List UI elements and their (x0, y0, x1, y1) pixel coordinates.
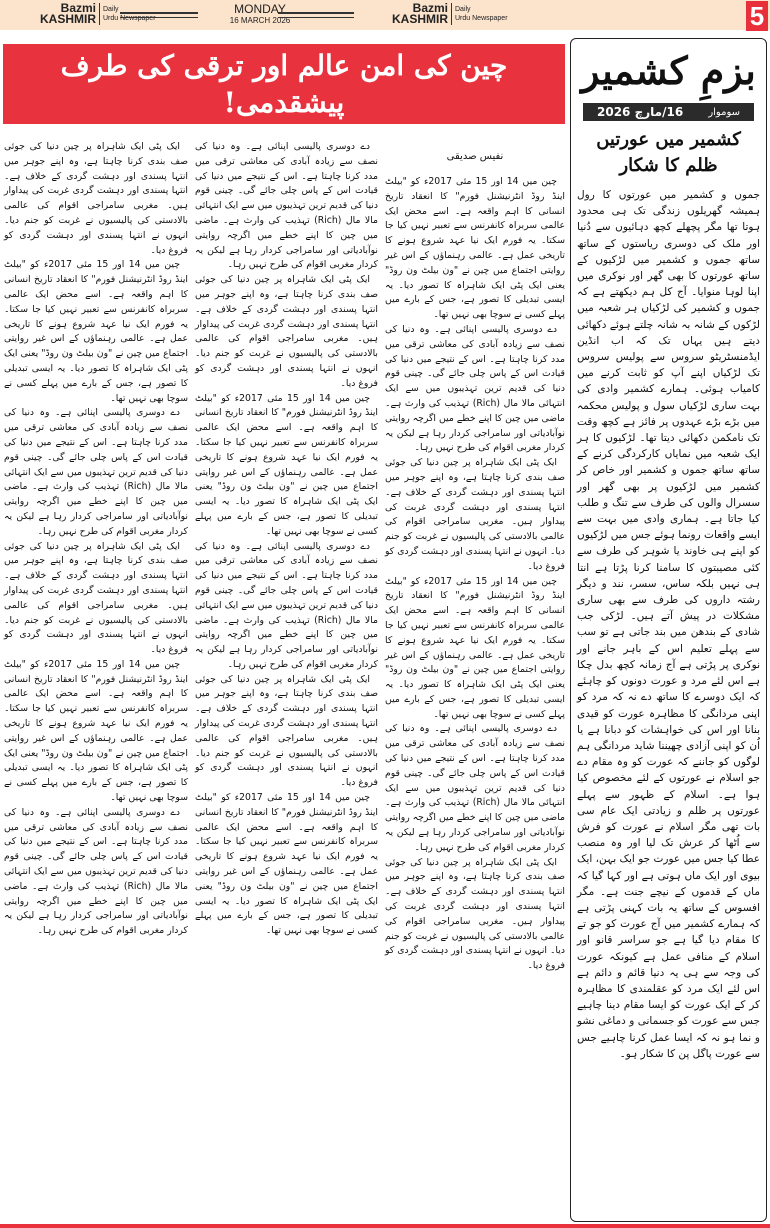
paragraph: دے دوسری پالیسی اپنائی ہے۔ وہ دنیا کی نصف سے زیادہ آبادی کی معاشی ترقی میں مدد کرنا چاہتا ہے۔ اس کے نتیجے میں دنیا کی قیادت اس کے پاس چلی جائے گی۔ چینی قوم دنیا کی قدیم ترین تہذیبوں میں سے ایک انتہائی مالا مال (Rich) تہذیب کی وارث ہے۔ ماضی میں چین کا اپنے خطے میں اگرچہ روایتی نوآبادیاتی اور سامراجی کردار رہا ہے لیکن یہ کردار مغربی اقوام کی طرح نہیں رہا۔ (4, 806, 188, 937)
paragraph: ایک پٹی ایک شاہراہ پر چین دنیا کی جوئی صف بندی کرنا چاہتا ہے، وہ اپنے جوہر میں انتہا پسندی اور دہشت گردی کے خلاف ہے۔ انتہا پسندی اور دہشت گردی غربت کی پیداوار ہیں۔ مغربی سامراجی اقوام کی عالمی بالادستی کی پالیسیوں نے غربت کو جنم دیا۔ انہوں نے انتہا پسندی اور دہشت گردی کو فروغ دیا۔ (195, 673, 378, 789)
paragraph: دے دوسری پالیسی اپنائی ہے۔ وہ دنیا کی نصف سے زیادہ آبادی کی معاشی ترقی میں مدد کرنا چاہتا ہے۔ اس کے نتیجے میں دنیا کی قیادت اس کے پاس چلی جائے گی۔ چینی قوم دنیا کی قدیم ترین تہذیبوں میں سے ایک انتہائی مالا مال (Rich) تہذیب کی وارث ہے۔ ماضی میں چین کا اپنے خطے میں اگرچہ روایتی نوآبادیاتی اور سامراجی کردار رہا ہے لیکن یہ کردار مغربی اقوام کی طرح نہیں رہا۔ (195, 141, 378, 271)
brand-sub: Daily (103, 6, 119, 13)
brand-name: KASHMIR (40, 12, 96, 26)
paragraph: چین میں 14 اور 15 مئی 2017ء کو "بیلٹ اینڈ روڈ انٹرنیشنل فورم" کا انعقاد تاریخ انسانی کا اہم واقعہ ہے۔ اسے محض ایک عالمی سربراہ کانفرنس سے تعبیر نہیں کیا جا سکتا۔ یہ فورم ایک نیا عہد شروع ہونے کا تاریخی عمل ہے۔ عالمی رہنماؤں کے اس غیر روایتی اجتماع میں چین نے "ون بیلٹ ون روڈ" یعنی ایک پٹی ایک شاہراہ کا تصور دیا۔ یہ ایسی تبدیلی کا تصور ہے، جس کے بارے میں پہلے کسی نے سوچا بھی نہیں تھا۔ (4, 658, 188, 804)
byline: نفیس صدیقی (446, 151, 504, 162)
paragraph: دے دوسری پالیسی اپنائی ہے۔ وہ دنیا کی نصف سے زیادہ آبادی کی معاشی ترقی میں مدد کرنا چاہتا ہے۔ اس کے نتیجے میں دنیا کی قیادت اس کے پاس چلی جائے گی۔ چینی قوم دنیا کی قدیم ترین تہذیبوں میں سے ایک انتہائی مالا مال (Rich) تہذیب کی وارث ہے۔ ماضی میں چین کا اپنے خطے میں اگرچہ روایتی نوآبادیاتی اور سامراجی کردار رہا ہے لیکن یہ کردار مغربی اقوام کی طرح نہیں رہا۔ (385, 723, 565, 853)
date-bar (583, 103, 754, 121)
brand-sub: Daily (455, 6, 471, 13)
paragraph: چین میں 14 اور 15 مئی 2017ء کو "بیلٹ اینڈ روڈ انٹرنیشنل فورم" کا انعقاد تاریخ انسانی کا اہم واقعہ ہے۔ اسے محض ایک عالمی سربراہ کانفرنس سے تعبیر نہیں کیا جا سکتا۔ یہ فورم ایک نیا عہد شروع ہونے کا تاریخی عمل ہے۔ عالمی رہنماؤں کے اس غیر روایتی اجتماع میں چین نے "ون بیلٹ ون روڈ" یعنی ایک پٹی ایک شاہراہ کا تصور دیا۔ یہ ایسی تبدیلی کا تصور ہے، جس کے بارے میں پہلے کسی نے سوچا بھی نہیں تھا۔ (195, 392, 378, 537)
article-column-2 (195, 140, 378, 939)
main-headline-banner (3, 44, 565, 124)
masthead: بزمِ کشمیر (581, 48, 756, 93)
paragraph: چین میں 14 اور 15 مئی 2017ء کو "بیلٹ اینڈ روڈ انٹرنیشنل فورم" کا انعقاد تاریخ انسانی کا اہم واقعہ ہے۔ اسے محض ایک عالمی سربراہ کانفرنس سے تعبیر نہیں کیا جا سکتا۔ یہ فورم ایک نیا عہد شروع ہونے کا تاریخی عمل ہے۔ عالمی رہنماؤں کے اس غیر روایتی اجتماع میں چین نے "ون بیلٹ ون روڈ" یعنی ایک پٹی ایک شاہراہ کا تصور دیا۔ یہ ایسی تبدیلی کا تصور ہے، جس کے بارے میں پہلے کسی نے سوچا بھی نہیں تھا۔ (385, 575, 565, 720)
brand-name: Bazmi (412, 1, 448, 15)
article-column-3 (4, 140, 188, 939)
paragraph: چین میں 14 اور 15 مئی 2017ء کو "بیلٹ اینڈ روڈ انٹرنیشنل فورم" کا انعقاد تاریخ انسانی کا اہم واقعہ ہے۔ اسے محض ایک عالمی سربراہ کانفرنس سے تعبیر نہیں کیا جا سکتا۔ یہ فورم ایک نیا عہد شروع ہونے کا تاریخی عمل ہے۔ عالمی رہنماؤں کے اس غیر روایتی اجتماع میں چین نے "ون بیلٹ ون روڈ" یعنی ایک پٹی ایک شاہراہ کا تصور دیا۔ یہ ایسی تبدیلی کا تصور ہے، جس کے بارے میں پہلے کسی نے سوچا بھی نہیں تھا۔ (4, 259, 188, 404)
divider (278, 12, 354, 18)
bottom-rule (0, 1224, 770, 1228)
sidebar-headline: کشمیر میں عورتیں ظلم کا شکار (596, 129, 741, 176)
page-header (0, 0, 770, 30)
weekday: MONDAY (234, 2, 286, 16)
paragraph: دے دوسری پالیسی اپنائی ہے۔ وہ دنیا کی نصف سے زیادہ آبادی کی معاشی ترقی میں مدد کرنا چاہتا ہے۔ اس کے نتیجے میں دنیا کی قیادت اس کے پاس چلی جائے گی۔ چینی قوم دنیا کی قدیم ترین تہذیبوں میں سے ایک انتہائی مالا مال (Rich) تہذیب کی وارث ہے۔ ماضی میں چین کا اپنے خطے میں اگرچہ روایتی نوآبادیاتی اور سامراجی کردار رہا ہے لیکن یہ کردار مغربی اقوام کی طرح نہیں رہا۔ (195, 540, 378, 670)
date: 16/مارچ 2026 (597, 105, 684, 119)
paragraph: ایک پٹی ایک شاہراہ پر چین دنیا کی جوئی صف بندی کرنا چاہتا ہے، وہ اپنے جوہر میں انتہا پسندی اور دہشت گردی کے خلاف ہے۔ انتہا پسندی اور دہشت گردی غربت کی پیداوار ہیں۔ مغربی سامراجی اقوام کی عالمی بالادستی کی پالیسیوں نے غربت کو جنم دیا۔ انہوں نے انتہا پسندی اور دہشت گردی کو فروغ دیا۔ (385, 856, 565, 972)
paragraph: دے دوسری پالیسی اپنائی ہے۔ وہ دنیا کی نصف سے زیادہ آبادی کی معاشی ترقی میں مدد کرنا چاہتا ہے۔ اس کے نتیجے میں دنیا کی قیادت اس کے پاس چلی جائے گی۔ چینی قوم دنیا کی قدیم ترین تہذیبوں میں سے ایک انتہائی مالا مال (Rich) تہذیب کی وارث ہے۔ ماضی میں چین کا اپنے خطے میں اگرچہ روایتی نوآبادیاتی اور سامراجی کردار رہا ہے لیکن یہ کردار مغربی اقوام کی طرح نہیں رہا۔ (385, 323, 565, 454)
sidebar-column (570, 38, 767, 1222)
paragraph: چین میں 14 اور 15 مئی 2017ء کو "بیلٹ اینڈ روڈ انٹرنیشنل فورم" کا انعقاد تاریخ انسانی کا اہم واقعہ ہے۔ اسے محض ایک عالمی سربراہ کانفرنس سے تعبیر نہیں کیا جا سکتا۔ یہ فورم ایک نیا عہد شروع ہونے کا تاریخی عمل ہے۔ عالمی رہنماؤں کے اس غیر روایتی اجتماع میں چین نے "ون بیلٹ ون روڈ" یعنی ایک پٹی ایک شاہراہ کا تصور دیا۔ یہ ایسی تبدیلی کا تصور ہے، جس کے بارے میں پہلے کسی نے سوچا بھی نہیں تھا۔ (195, 792, 378, 937)
page-number: 5 (746, 1, 768, 31)
paragraph: ایک پٹی ایک شاہراہ پر چین دنیا کی جوئی صف بندی کرنا چاہتا ہے، وہ اپنے جوہر میں انتہا پسندی اور دہشت گردی کے خلاف ہے۔ انتہا پسندی اور دہشت گردی غربت کی پیداوار ہیں۔ مغربی سامراجی اقوام کی عالمی بالادستی کی پالیسیوں نے غربت کو جنم دیا۔ انہوں نے انتہا پسندی اور دہشت گردی کو فروغ دیا۔ (195, 274, 378, 389)
paragraph: ایک پٹی ایک شاہراہ پر چین دنیا کی جوئی صف بندی کرنا چاہتا ہے، وہ اپنے جوہر میں انتہا پسندی اور دہشت گردی کے خلاف ہے۔ انتہا پسندی اور دہشت گردی غربت کی پیداوار ہیں۔ مغربی سامراجی اقوام کی عالمی بالادستی کی پالیسیوں نے غربت کو جنم دیا۔ انہوں نے انتہا پسندی اور دہشت گردی کو فروغ دیا۔ (385, 457, 565, 572)
divider (120, 12, 198, 18)
brand-name: Bazmi (60, 1, 96, 15)
date: 16 MARCH 2026 (229, 16, 291, 25)
paragraph: ایک پٹی ایک شاہراہ پر چین دنیا کی جوئی صف بندی کرنا چاہتا ہے، وہ اپنے جوہر میں انتہا پسندی اور دہشت گردی کے خلاف ہے۔ انتہا پسندی اور دہشت گردی غربت کی پیداوار ہیں۔ مغربی سامراجی اقوام کی عالمی بالادستی کی پالیسیوں نے غربت کو جنم دیا۔ انہوں نے انتہا پسندی اور دہشت گردی کو فروغ دیا۔ (4, 141, 188, 256)
paragraph: دے دوسری پالیسی اپنائی ہے۔ وہ دنیا کی نصف سے زیادہ آبادی کی معاشی ترقی میں مدد کرنا چاہتا ہے۔ اس کے نتیجے میں دنیا کی قیادت اس کے پاس چلی جائے گی۔ چینی قوم دنیا کی قدیم ترین تہذیبوں میں سے ایک انتہائی مالا مال (Rich) تہذیب کی وارث ہے۔ ماضی میں چین کا اپنے خطے میں اگرچہ روایتی نوآبادیاتی اور سامراجی کردار رہا ہے لیکن یہ کردار مغربی اقوام کی طرح نہیں رہا۔ (4, 407, 188, 537)
brand-sub: Urdu Newspaper (455, 15, 508, 22)
brand-sub: Urdu Newspaper (103, 15, 156, 22)
main-headline: چین کی امن عالم اور ترقی کی طرف پیشقدمی! (60, 49, 508, 119)
paragraph: ایک پٹی ایک شاہراہ پر چین دنیا کی جوئی صف بندی کرنا چاہتا ہے، وہ اپنے جوہر میں انتہا پسندی اور دہشت گردی کے خلاف ہے۔ انتہا پسندی اور دہشت گردی غربت کی پیداوار ہیں۔ مغربی سامراجی اقوام کی عالمی بالادستی کی پالیسیوں نے غربت کو جنم دیا۔ انہوں نے انتہا پسندی اور دہشت گردی کو فروغ دیا۔ (4, 540, 188, 656)
weekday: سوموار (708, 106, 740, 118)
brand-logo-right (392, 3, 508, 25)
brand-name: KASHMIR (392, 12, 448, 26)
sidebar-body: جموں و کشمیر میں عورتوں کا رول ہمیشہ گھریلوں زندگی تک ہی محدود ہوتا تھا مگر پچھلے کچھ دہائیوں سے دُنیا اور ملک کی دوسری ریاستوں کے ساتھ ساتھ جموں و کشمیر میں لڑکیوں کے ساتھ عورتوں کا بھی گھر اور نوکری میں اپنا لوہا منوایا۔ آج کل ہم دیکھتے ہے کہ جموں و کشمیر کی لڑکیاں ہر شعبہ میں لڑکوں کے شانہ بہ شانہ چلتے ہوئے دکھائی دیتے ہیں یہاں تک کہ اب انڈین ایڈمنسٹریٹو سروس سے پولیس سروس تک لڑکیاں اپنے آپ کو ثابت کرنے میں کامیاب ہوئی۔ ہمارے کشمیر وادی کی بہت ساری لڑکیاں سول و پولیس محکمہ میں بڑے بڑے عہدوں پر فائز ہے کچھ وقت تک نامکمن دکھائی دیتا تھا۔ لڑکیوں کا ہر ایک شعبہ میں نمایاں کارکردگی کرنے کے ساتھ ساتھ جموں و کشمیر اور خاص کر کشمیر میں لڑکیوں پر بھی گھر اور سسرال والوں کی طرف سے تنگ و طلب کیا جاتا ہے۔ ہماری وادی میں بہت سے ایسے واقعات رونما ہوئے جس میں لڑکیوں کو اپنے ہی خاوند یا شوہر کی طرف سے کئی مصیبتوں کا سامنا کرنا پڑتا ہے انتا ہی نہیں بلکہ ساس، سسر، نند و دیگر رشتہ داروں کی طرف سے بھی ساری مشکلات در پیش آتے ہیں۔ لڑکی جب شادی کے بندھن میں بند جاتی ہے تو سب سے پہلے تعلیم اس کے باہر جانے اور نوکری پر پڑتی ہے آج زمانہ کچھ بدل چکا ہے اس لئے مرد و عورت دونوں کو چاہئے کہ ایک دوسرے کا ساتھ دے نہ کہ مرد کو اپنی مردانگی کا مظاہرہ عورت کو قیدی بنانا اور اس کی خواہشات کو دبانا ہے یا اُن کو اپنی آزادی چھیننا شاید مردانگی ہم لوگوں کو جاننے کہ عورت کو وہ مقام دے جو اسلام نے عورتوں کے لئے مخصوص کیا ہوا ہے۔ اسلام کے ظہور سے پہلے عورتوں پر ظلم و زیادتی ایک عام سی بات تھی مگر اسلام نے عورت کو فرش سے اُٹھا کر عرش تک لیا اور وہ منصب عطا کیا جس میں عورت جو ایک بہن، ایک بیوی اور ایک ماں ہوتی ہے اور کہا گیا کہ ماں کے قدموں کے نیچے جنت ہے۔ مگر افسوس کے ساتھ یہ بات کہنی پڑتی ہے کہ ہمارے کشمیر میں آج عورت کو جو تے کا مقام دیا گیا ہے جو سراسر قانو اور اسلام کے منافی عمل ہے کیونکہ عورت کی وجہ سے ہی یہ دنیا قائم و دائم ہے اس لئے ایک مرد کو عقلمندی کا مظاہرہ کر کے ایک عورت کو ایسا مقام دینا چاہیے جس سے عورت کو جسمانی و دماغی نشو و نما ہو نہ کہ ایسا عمل کرنا چاہیے جس سے عورت پاگل پن کا شکار ہو۔ (577, 189, 760, 1060)
paragraph: چین میں 14 اور 15 مئی 2017ء کو "بیلٹ اینڈ روڈ انٹرنیشنل فورم" کا انعقاد تاریخ انسانی کا اہم واقعہ ہے۔ اسے محض ایک عالمی سربراہ کانفرنس سے تعبیر نہیں کیا جا سکتا۔ یہ فورم ایک نیا عہد شروع ہونے کا تاریخی عمل ہے۔ عالمی رہنماؤں کے اس غیر روایتی اجتماع میں چین نے "ون بیلٹ ون روڈ" یعنی ایک پٹی ایک شاہراہ کا تصور دیا۔ یہ ایسی تبدیلی کا تصور ہے، جس کے بارے میں پہلے کسی نے سوچا بھی نہیں تھا۔ (385, 176, 565, 321)
article-column-1 (385, 175, 565, 974)
